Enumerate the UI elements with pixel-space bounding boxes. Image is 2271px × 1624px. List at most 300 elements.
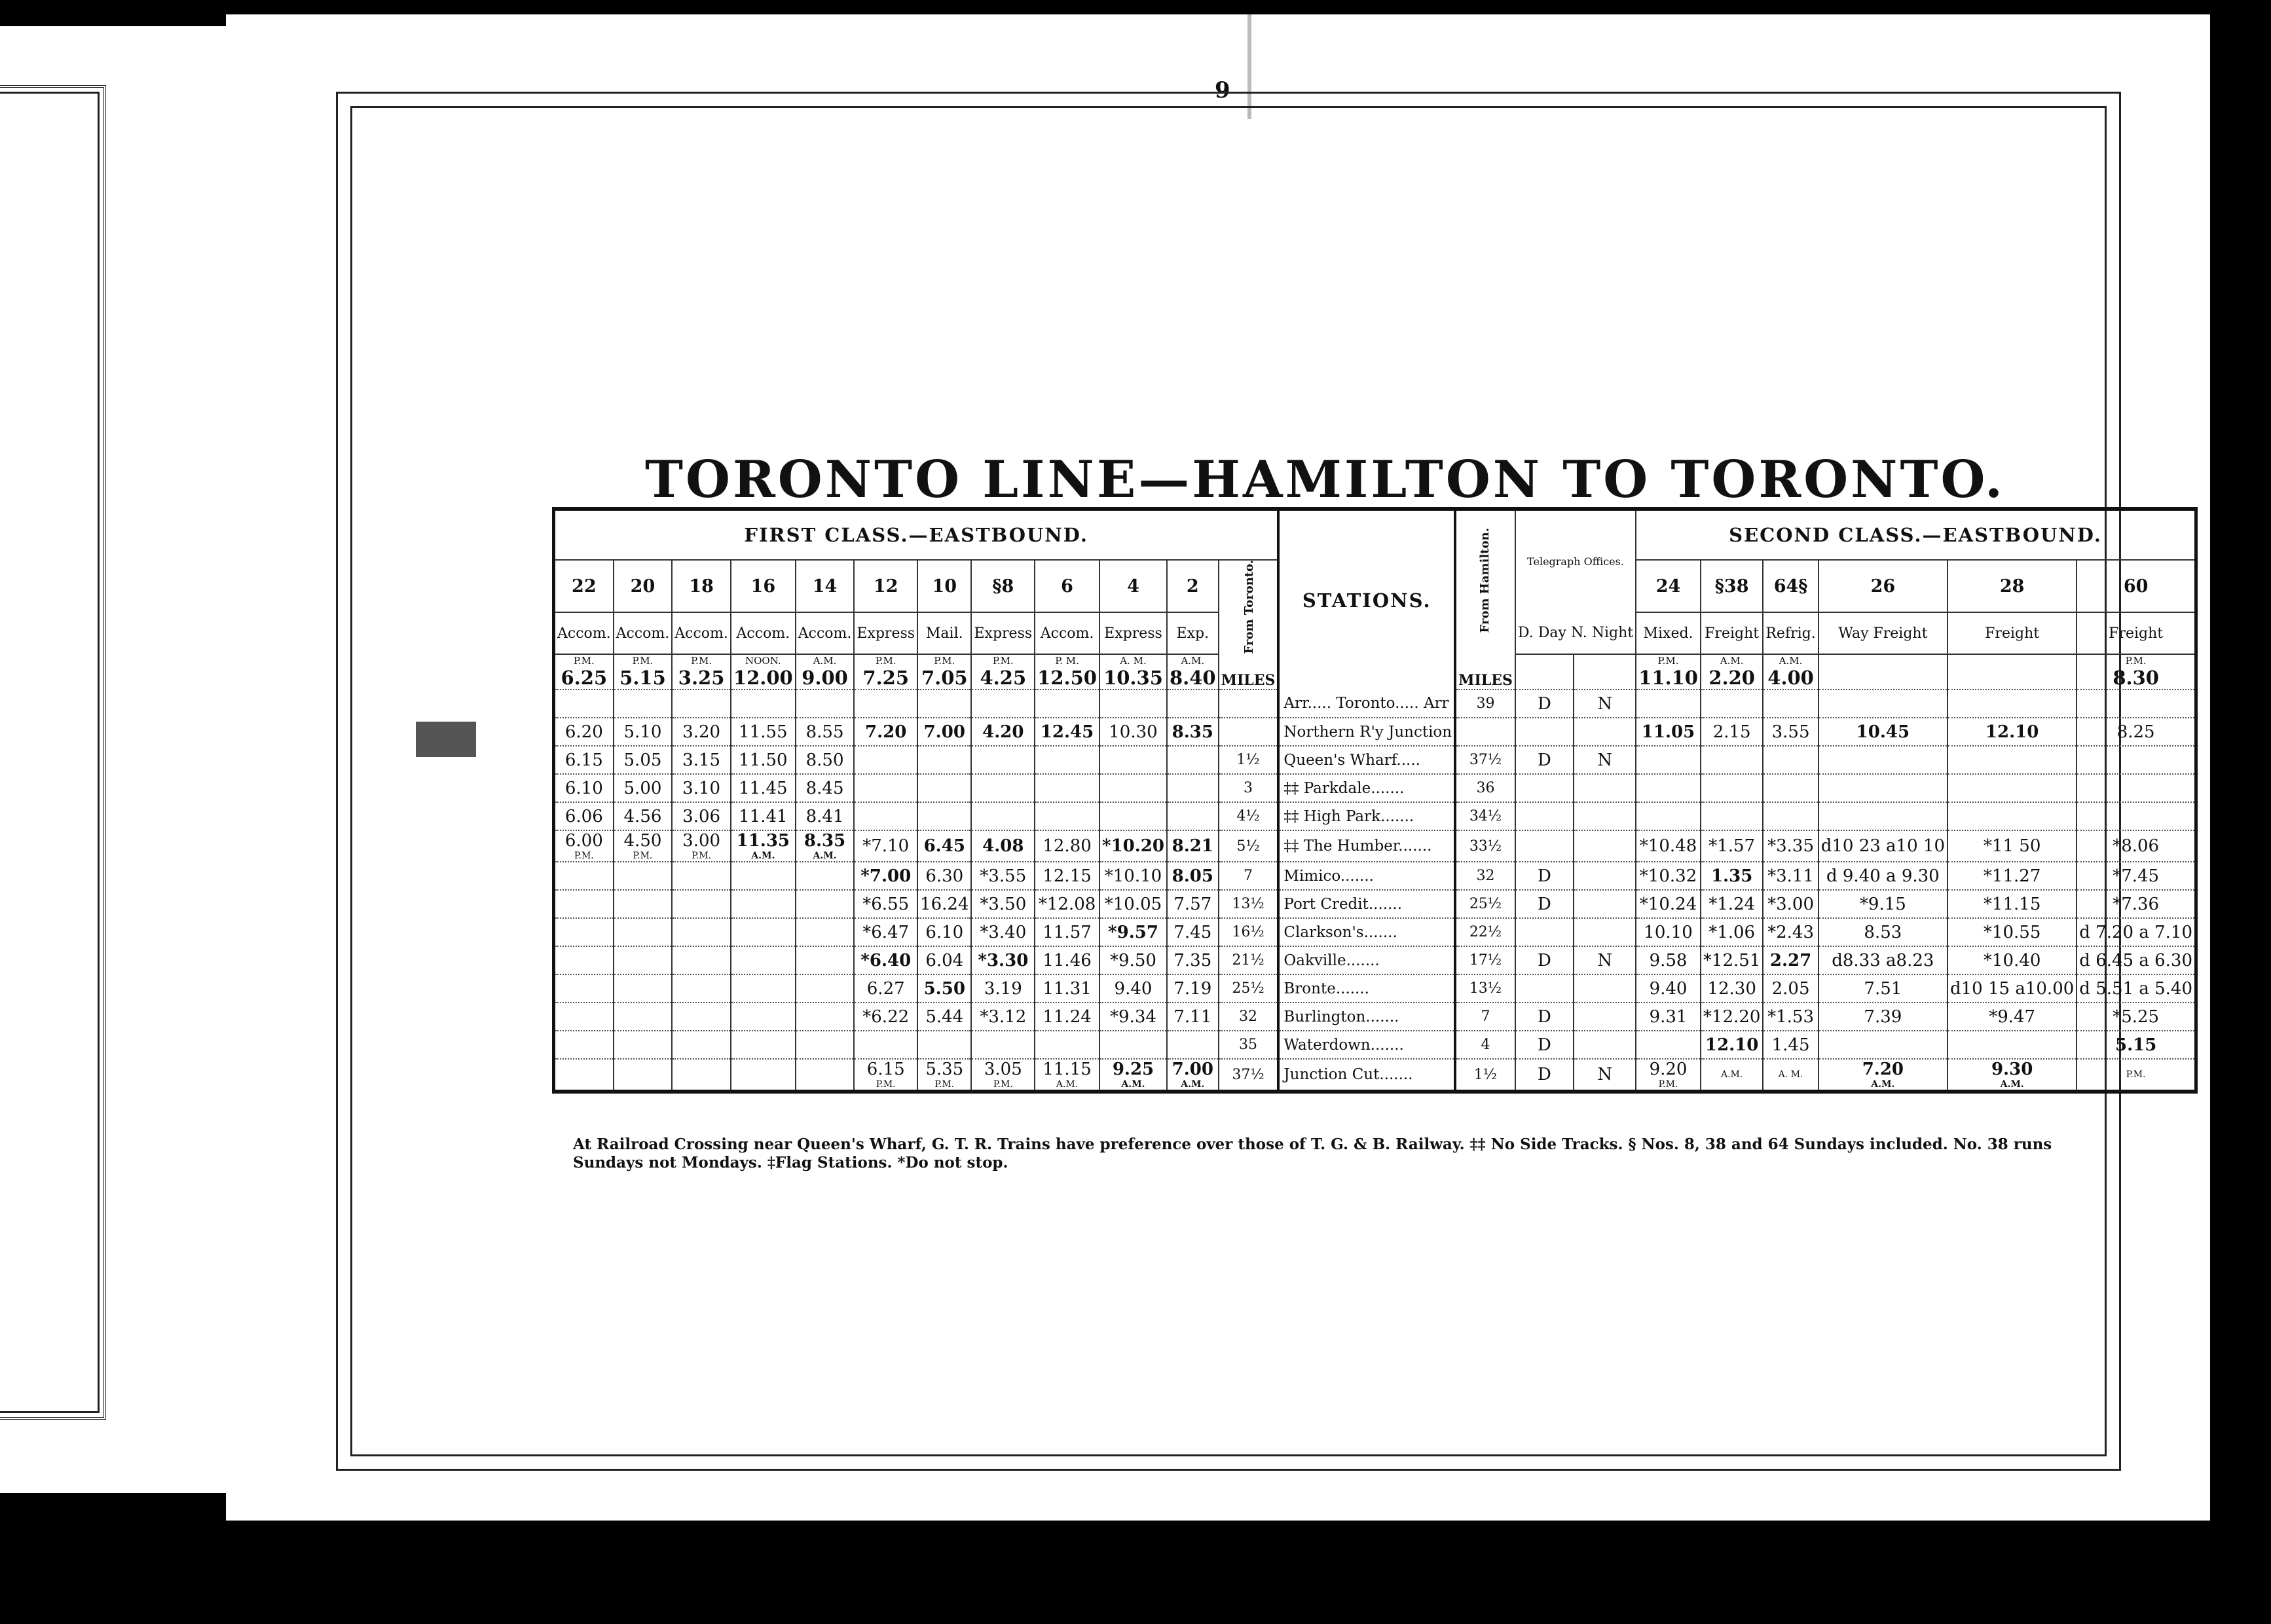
arrival-time: 6.25 bbox=[561, 667, 608, 690]
telegraph-day: D bbox=[1515, 746, 1574, 774]
time-cell: *6.55 bbox=[854, 890, 917, 918]
time-cell bbox=[1948, 1031, 2077, 1059]
time-cell bbox=[1819, 802, 1948, 830]
arrival-time: 10.35 bbox=[1103, 667, 1163, 690]
timetable-row bbox=[554, 802, 2196, 830]
time-cell: *10.55 bbox=[1948, 918, 2077, 946]
time-cell: *9.15 bbox=[1819, 890, 1948, 918]
from-toronto-miles bbox=[1219, 718, 1279, 746]
time-cell bbox=[971, 746, 1035, 774]
arrival-time: 2.20 bbox=[1708, 667, 1755, 690]
timetable-row bbox=[554, 918, 2196, 946]
time-cell bbox=[1948, 774, 2077, 802]
arrival-time-cell bbox=[731, 654, 796, 690]
time-cell: 9.30 A.M. bbox=[1948, 1059, 2077, 1092]
miles-label: MILES bbox=[1219, 654, 1279, 690]
station-name: Waterdown....... bbox=[1278, 1031, 1455, 1059]
train-kind: Accom. bbox=[672, 612, 731, 654]
train-kind: Accom. bbox=[1035, 612, 1099, 654]
station-name: Oakville....... bbox=[1278, 946, 1455, 974]
time-cell: 4.20 bbox=[971, 718, 1035, 746]
time-cell: 11.50 bbox=[731, 746, 796, 774]
ampm-label: A.M. bbox=[1871, 1079, 1895, 1090]
timetable-title: TORONTO LINE—HAMILTON TO TORONTO. bbox=[645, 450, 2006, 509]
time-cell bbox=[1167, 690, 1219, 718]
timetable-table bbox=[552, 507, 2198, 1094]
arrival-time: 12.00 bbox=[733, 667, 793, 690]
train-kind: Freight bbox=[2077, 612, 2196, 654]
ampm-label: A.M. bbox=[1720, 1069, 1743, 1080]
time-cell: *3.00 bbox=[1763, 890, 1818, 918]
arrival-time: 4.25 bbox=[980, 667, 1027, 690]
time-cell: *8.06 bbox=[2077, 830, 2196, 862]
ampm-label: P.M. bbox=[993, 1079, 1013, 1090]
station-name: Port Credit....... bbox=[1278, 890, 1455, 918]
time-cell bbox=[2077, 1059, 2196, 1092]
time-cell bbox=[1167, 774, 1219, 802]
arrival-time-cell bbox=[1701, 654, 1763, 690]
time-cell: 11.46 bbox=[1035, 946, 1099, 974]
arrival-time: 12.50 bbox=[1037, 667, 1097, 690]
time-cell: 7.35 bbox=[1167, 946, 1219, 974]
time-cell bbox=[1763, 774, 1818, 802]
time-cell: 10.30 bbox=[1099, 718, 1167, 746]
time-cell: *12.08 bbox=[1035, 890, 1099, 918]
from-toronto-miles: 25½ bbox=[1219, 974, 1279, 1003]
time-cell bbox=[1819, 774, 1948, 802]
ampm-label: P.M. bbox=[2125, 655, 2147, 667]
station-name: Mimico....... bbox=[1278, 862, 1455, 890]
left-page-border bbox=[0, 85, 106, 1420]
time-cell: 8.35 A.M. bbox=[796, 830, 855, 862]
time-cell bbox=[1763, 690, 1818, 718]
time-cell bbox=[614, 974, 673, 1003]
time-cell: 5.50 bbox=[917, 974, 971, 1003]
arrival-time-cell bbox=[1167, 654, 1219, 690]
time-cell bbox=[731, 946, 796, 974]
telegraph-night bbox=[1574, 1031, 1636, 1059]
time-cell bbox=[1763, 802, 1818, 830]
arrival-time-cell bbox=[2077, 654, 2196, 690]
time-cell bbox=[917, 774, 971, 802]
time-cell: *7.10 bbox=[854, 830, 917, 862]
time-cell: *9.57 bbox=[1099, 918, 1167, 946]
telegraph-night: N bbox=[1574, 690, 1636, 718]
train-kind: Freight bbox=[1701, 612, 1763, 654]
time-cell bbox=[672, 1003, 731, 1031]
time-cell bbox=[554, 974, 614, 1003]
time-cell: *6.40 bbox=[854, 946, 917, 974]
time-cell: 8.25 bbox=[2077, 718, 2196, 746]
train-number: 12 bbox=[854, 560, 917, 612]
ampm-label: P.M. bbox=[2126, 1069, 2146, 1080]
time-cell: 11.55 bbox=[731, 718, 796, 746]
train-kind: Express bbox=[971, 612, 1035, 654]
time-cell bbox=[614, 1003, 673, 1031]
time-cell: 11.24 bbox=[1035, 1003, 1099, 1031]
ampm-label: P.M. bbox=[992, 655, 1014, 667]
ampm-label: P.M. bbox=[934, 655, 955, 667]
time-cell: 6.27 bbox=[854, 974, 917, 1003]
arrival-time: 5.15 bbox=[619, 667, 666, 690]
time-cell bbox=[1819, 746, 1948, 774]
telegraph-heading: Telegraph Offices. bbox=[1515, 509, 1636, 612]
time-cell bbox=[971, 690, 1035, 718]
train-number: 14 bbox=[796, 560, 855, 612]
timetable bbox=[552, 507, 2193, 1096]
time-cell bbox=[672, 890, 731, 918]
timetable-row bbox=[554, 946, 2196, 974]
train-number: 2 bbox=[1167, 560, 1219, 612]
telegraph-night: N bbox=[1574, 1059, 1636, 1092]
time-cell bbox=[614, 1059, 673, 1092]
time-cell bbox=[1763, 1059, 1818, 1092]
arrival-time: 8.40 bbox=[1169, 667, 1216, 690]
ampm-label: P.M. bbox=[633, 851, 653, 862]
time-cell: *10.10 bbox=[1099, 862, 1167, 890]
time-cell bbox=[2077, 690, 2196, 718]
train-kind: Exp. bbox=[1167, 612, 1219, 654]
time-cell bbox=[1035, 774, 1099, 802]
time-cell bbox=[1099, 802, 1167, 830]
from-toronto-miles: 1½ bbox=[1219, 746, 1279, 774]
station-name: Northern R'y Junction bbox=[1278, 718, 1455, 746]
time-cell: 8.50 bbox=[796, 746, 855, 774]
time-cell: 5.10 bbox=[614, 718, 673, 746]
train-kind: Way Freight bbox=[1819, 612, 1948, 654]
train-kind: Mixed. bbox=[1636, 612, 1701, 654]
train-number: 20 bbox=[614, 560, 673, 612]
time-cell: d 9.40 a 9.30 bbox=[1819, 862, 1948, 890]
time-cell: 7.51 bbox=[1819, 974, 1948, 1003]
time-cell: *10.40 bbox=[1948, 946, 2077, 974]
arrival-time-cell bbox=[796, 654, 855, 690]
time-cell bbox=[614, 862, 673, 890]
from-hamilton-miles: 7 bbox=[1455, 1003, 1515, 1031]
time-cell bbox=[1636, 774, 1701, 802]
ampm-label: A.M. bbox=[813, 851, 837, 862]
telegraph-day bbox=[1515, 830, 1574, 862]
telegraph-day: D bbox=[1515, 946, 1574, 974]
time-cell bbox=[1035, 1031, 1099, 1059]
timetable-row bbox=[554, 774, 2196, 802]
time-cell: *7.00 bbox=[854, 862, 917, 890]
telegraph-night bbox=[1574, 862, 1636, 890]
time-cell bbox=[731, 918, 796, 946]
time-cell: *10.32 bbox=[1636, 862, 1701, 890]
time-cell bbox=[614, 1031, 673, 1059]
time-cell bbox=[1701, 690, 1763, 718]
time-cell bbox=[917, 746, 971, 774]
time-cell bbox=[614, 690, 673, 718]
time-cell bbox=[2077, 774, 2196, 802]
telegraph-night bbox=[1574, 802, 1636, 830]
time-cell: 7.20 bbox=[854, 718, 917, 746]
telegraph-night bbox=[1574, 830, 1636, 862]
timetable-row bbox=[554, 890, 2196, 918]
time-cell: *12.51 bbox=[1701, 946, 1763, 974]
time-cell: d10 23 a10 10 bbox=[1819, 830, 1948, 862]
time-cell: *10.05 bbox=[1099, 890, 1167, 918]
time-cell: 12.15 bbox=[1035, 862, 1099, 890]
time-cell bbox=[1636, 802, 1701, 830]
from-toronto-miles: 35 bbox=[1219, 1031, 1279, 1059]
from-toronto-miles: 16½ bbox=[1219, 918, 1279, 946]
time-cell: 2.27 bbox=[1763, 946, 1818, 974]
time-cell: 4.50 P.M. bbox=[614, 830, 673, 862]
train-number: 18 bbox=[672, 560, 731, 612]
time-cell bbox=[1763, 746, 1818, 774]
time-cell: 7.45 bbox=[1167, 918, 1219, 946]
from-hamilton-miles: 22½ bbox=[1455, 918, 1515, 946]
time-cell: *3.55 bbox=[971, 862, 1035, 890]
time-cell: *1.06 bbox=[1701, 918, 1763, 946]
telegraph-night bbox=[1574, 974, 1636, 1003]
train-kind: Accom. bbox=[731, 612, 796, 654]
time-cell bbox=[1948, 690, 2077, 718]
time-cell: *3.35 bbox=[1763, 830, 1818, 862]
time-cell bbox=[1099, 774, 1167, 802]
station-name: Burlington....... bbox=[1278, 1003, 1455, 1031]
time-cell bbox=[2077, 746, 2196, 774]
telegraph-day: D bbox=[1515, 1003, 1574, 1031]
ampm-label: P.M. bbox=[691, 655, 712, 667]
binding-clip bbox=[416, 722, 476, 757]
train-number: 22 bbox=[554, 560, 614, 612]
time-cell: *3.11 bbox=[1763, 862, 1818, 890]
ampm-label: A.M. bbox=[1181, 655, 1205, 667]
time-cell: 8.55 bbox=[796, 718, 855, 746]
station-name: Arr..... Toronto..... Arr bbox=[1278, 690, 1455, 718]
time-cell: 3.06 bbox=[672, 802, 731, 830]
time-cell bbox=[854, 802, 917, 830]
time-cell bbox=[796, 862, 855, 890]
first-class-heading: FIRST CLASS.—EASTBOUND. bbox=[554, 509, 1279, 560]
station-name: ‡‡ The Humber....... bbox=[1278, 830, 1455, 862]
from-hamilton-miles: 39 bbox=[1455, 690, 1515, 718]
timetable-row bbox=[554, 1003, 2196, 1031]
telegraph-night bbox=[1574, 654, 1636, 690]
ampm-label: A.M. bbox=[1779, 655, 1803, 667]
time-cell bbox=[1636, 1031, 1701, 1059]
time-cell bbox=[1636, 690, 1701, 718]
second-class-heading: SECOND CLASS.—EASTBOUND. bbox=[1636, 509, 2196, 560]
time-cell bbox=[672, 862, 731, 890]
timetable-row bbox=[554, 1031, 2196, 1059]
train-number: §38 bbox=[1701, 560, 1763, 612]
time-cell: 12.80 bbox=[1035, 830, 1099, 862]
time-cell bbox=[554, 1031, 614, 1059]
time-cell: 6.20 bbox=[554, 718, 614, 746]
time-cell: 9.20 P.M. bbox=[1636, 1059, 1701, 1092]
time-cell: 5.15 bbox=[2077, 1031, 2196, 1059]
from-toronto-miles: 13½ bbox=[1219, 890, 1279, 918]
telegraph-day: D bbox=[1515, 690, 1574, 718]
time-cell: d 5.51 a 5.40 bbox=[2077, 974, 2196, 1003]
ampm-label: A.M. bbox=[1056, 1079, 1079, 1090]
time-cell: *3.12 bbox=[971, 1003, 1035, 1031]
time-cell: 10.10 bbox=[1636, 918, 1701, 946]
time-cell: 8.35 bbox=[1167, 718, 1219, 746]
time-cell bbox=[731, 1031, 796, 1059]
time-cell: 6.10 bbox=[554, 774, 614, 802]
footnote: At Railroad Crossing near Queen's Wharf, G. T. R. Trains have preference over those of T. G. & B. Railway. ‡‡ No Side Tracks. § Nos. 8, 38 and 64 Sundays included. No. 38 runs Sundays not Mondays. ‡Flag Stations. *Do not stop. bbox=[573, 1135, 2052, 1172]
time-cell: 6.06 bbox=[554, 802, 614, 830]
time-cell: *10.20 bbox=[1099, 830, 1167, 862]
timetable-row bbox=[554, 690, 2196, 718]
time-cell bbox=[796, 1059, 855, 1092]
time-cell bbox=[917, 802, 971, 830]
arrival-time-cell bbox=[1636, 654, 1701, 690]
time-cell bbox=[971, 774, 1035, 802]
time-cell bbox=[854, 746, 917, 774]
arrival-time-cell bbox=[854, 654, 917, 690]
time-cell bbox=[672, 918, 731, 946]
time-cell bbox=[1948, 802, 2077, 830]
time-cell: *7.45 bbox=[2077, 862, 2196, 890]
time-cell bbox=[1099, 746, 1167, 774]
time-cell: *5.25 bbox=[2077, 1003, 2196, 1031]
time-cell: 8.53 bbox=[1819, 918, 1948, 946]
time-cell: 12.10 bbox=[1701, 1031, 1763, 1059]
time-cell: *1.57 bbox=[1701, 830, 1763, 862]
time-cell: 11.31 bbox=[1035, 974, 1099, 1003]
telegraph-night bbox=[1574, 774, 1636, 802]
time-cell bbox=[1948, 746, 2077, 774]
train-number: 6 bbox=[1035, 560, 1099, 612]
time-cell: 2.15 bbox=[1701, 718, 1763, 746]
from-toronto-miles: 3 bbox=[1219, 774, 1279, 802]
time-cell bbox=[917, 690, 971, 718]
arrival-time-cell bbox=[1819, 654, 1948, 690]
arrival-time-cell bbox=[614, 654, 673, 690]
time-cell bbox=[731, 1059, 796, 1092]
train-kind: Accom. bbox=[554, 612, 614, 654]
from-hamilton-miles: 13½ bbox=[1455, 974, 1515, 1003]
station-name: ‡‡ High Park....... bbox=[1278, 802, 1455, 830]
time-cell bbox=[614, 890, 673, 918]
time-cell: 7.00 bbox=[917, 718, 971, 746]
time-cell: *3.50 bbox=[971, 890, 1035, 918]
station-name: Queen's Wharf..... bbox=[1278, 746, 1455, 774]
ampm-label: P.M. bbox=[934, 1079, 955, 1090]
time-cell bbox=[672, 1059, 731, 1092]
telegraph-night bbox=[1574, 1003, 1636, 1031]
time-cell: *11.27 bbox=[1948, 862, 2077, 890]
time-cell: 6.15 bbox=[554, 746, 614, 774]
time-cell: 5.00 bbox=[614, 774, 673, 802]
telegraph-day bbox=[1515, 654, 1574, 690]
time-cell bbox=[1035, 746, 1099, 774]
from-toronto-miles bbox=[1219, 690, 1279, 718]
time-cell: 6.30 bbox=[917, 862, 971, 890]
time-cell bbox=[971, 802, 1035, 830]
time-cell bbox=[614, 918, 673, 946]
time-cell: 6.04 bbox=[917, 946, 971, 974]
train-number: 28 bbox=[1948, 560, 2077, 612]
ampm-label: P.M. bbox=[632, 655, 654, 667]
ampm-label: A.M. bbox=[751, 851, 775, 862]
telegraph-day: D bbox=[1515, 862, 1574, 890]
time-cell: *9.34 bbox=[1099, 1003, 1167, 1031]
time-cell bbox=[854, 774, 917, 802]
station-name: Clarkson's....... bbox=[1278, 918, 1455, 946]
time-cell: 4.56 bbox=[614, 802, 673, 830]
telegraph-day: D bbox=[1515, 890, 1574, 918]
time-cell bbox=[1636, 746, 1701, 774]
time-cell bbox=[672, 1031, 731, 1059]
train-number: 60 bbox=[2077, 560, 2196, 612]
timetable-row bbox=[554, 718, 2196, 746]
time-cell: *6.22 bbox=[854, 1003, 917, 1031]
time-cell bbox=[971, 1031, 1035, 1059]
train-number: 10 bbox=[917, 560, 971, 612]
time-cell: 7.19 bbox=[1167, 974, 1219, 1003]
time-cell: 11.57 bbox=[1035, 918, 1099, 946]
arrival-time: 11.10 bbox=[1638, 667, 1698, 690]
time-cell: *1.53 bbox=[1763, 1003, 1818, 1031]
time-cell bbox=[731, 890, 796, 918]
ampm-label: P.M. bbox=[692, 851, 712, 862]
time-cell bbox=[917, 1031, 971, 1059]
time-cell bbox=[1167, 1031, 1219, 1059]
time-cell bbox=[796, 974, 855, 1003]
time-cell: 11.15 A.M. bbox=[1035, 1059, 1099, 1092]
time-cell bbox=[854, 1031, 917, 1059]
time-cell: 9.25 A.M. bbox=[1099, 1059, 1167, 1092]
time-cell: *3.40 bbox=[971, 918, 1035, 946]
time-cell: 16.24 bbox=[917, 890, 971, 918]
time-cell: *6.47 bbox=[854, 918, 917, 946]
arrival-time-cell bbox=[1035, 654, 1099, 690]
ampm-label: P. M. bbox=[1055, 655, 1079, 667]
time-cell: 8.05 bbox=[1167, 862, 1219, 890]
train-number: 26 bbox=[1819, 560, 1948, 612]
time-cell: *1.24 bbox=[1701, 890, 1763, 918]
time-cell: 6.45 bbox=[917, 830, 971, 862]
time-cell bbox=[1099, 690, 1167, 718]
train-number: 4 bbox=[1099, 560, 1167, 612]
train-kind: Refrig. bbox=[1763, 612, 1818, 654]
time-cell: 5.05 bbox=[614, 746, 673, 774]
telegraph-day: D bbox=[1515, 1059, 1574, 1092]
time-cell: 6.15 P.M. bbox=[854, 1059, 917, 1092]
time-cell bbox=[731, 1003, 796, 1031]
time-cell: 12.10 bbox=[1948, 718, 2077, 746]
telegraph-day bbox=[1515, 774, 1574, 802]
time-cell bbox=[554, 890, 614, 918]
from-hamilton-miles bbox=[1455, 718, 1515, 746]
ampm-label: A.M. bbox=[1720, 655, 1744, 667]
time-cell bbox=[854, 690, 917, 718]
time-cell: *2.43 bbox=[1763, 918, 1818, 946]
time-cell: 3.00 P.M. bbox=[672, 830, 731, 862]
from-hamilton-miles: 32 bbox=[1455, 862, 1515, 890]
time-cell bbox=[1035, 802, 1099, 830]
time-cell: 8.45 bbox=[796, 774, 855, 802]
arrival-time-cell bbox=[672, 654, 731, 690]
time-cell bbox=[796, 890, 855, 918]
time-cell bbox=[1035, 690, 1099, 718]
time-cell: 1.35 bbox=[1701, 862, 1763, 890]
time-cell bbox=[1701, 802, 1763, 830]
train-number: 24 bbox=[1636, 560, 1701, 612]
time-cell bbox=[1701, 1059, 1763, 1092]
from-toronto-miles: 32 bbox=[1219, 1003, 1279, 1031]
telegraph-day bbox=[1515, 918, 1574, 946]
time-cell: 8.21 bbox=[1167, 830, 1219, 862]
time-cell bbox=[672, 974, 731, 1003]
